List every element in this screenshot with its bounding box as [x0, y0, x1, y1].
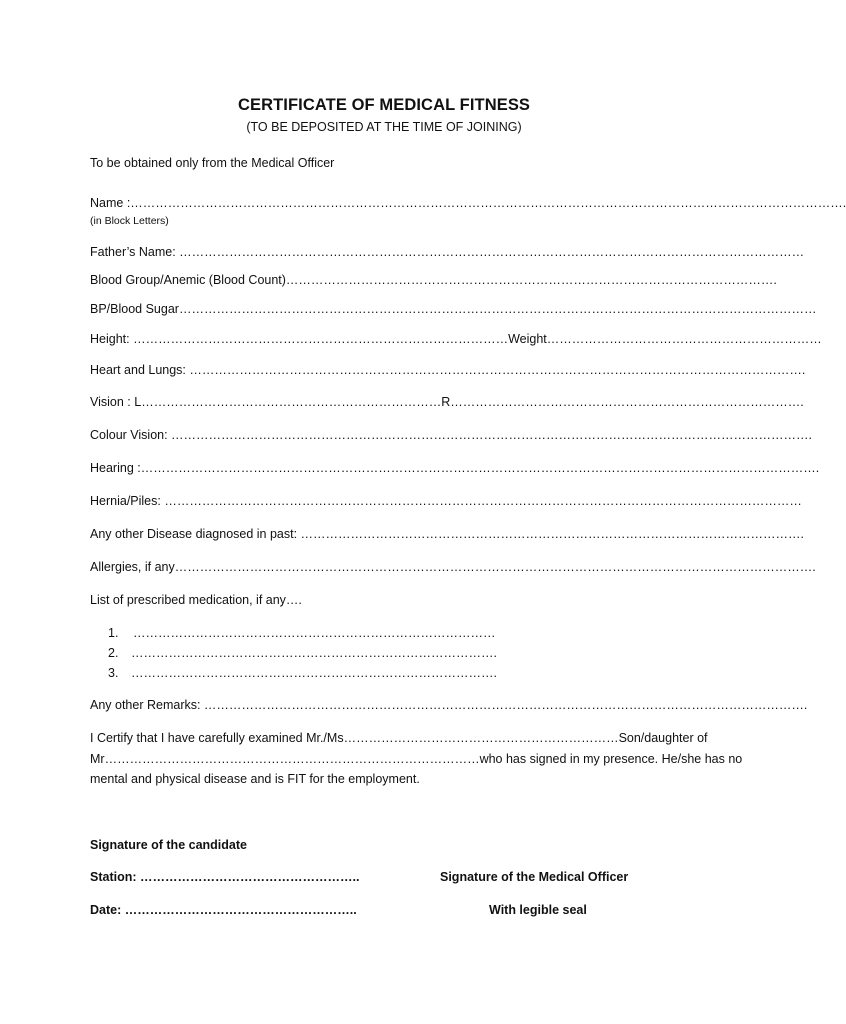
name-field: Name :……………………………………………………………………………………………………………………………………………………….: [90, 196, 846, 210]
page-title: CERTIFICATE OF MEDICAL FITNESS: [237, 96, 531, 114]
hernia-piles-field: Hernia/Piles: ………………………………………………………………………………………………………………………………………: [90, 494, 802, 508]
heart-lungs-field: Heart and Lungs: ………………………………………………………………………………………………………………………………….: [90, 363, 806, 377]
station-field: Station: ……………………………………………..: [90, 870, 360, 884]
legible-seal-label: With legible seal: [489, 903, 587, 917]
date-field: Date: ………………………………………………..: [90, 903, 357, 917]
colour-vision-field: Colour Vision: ……………………………………………………………………………………………………………………………………….: [90, 428, 813, 442]
list-item-number: 3.: [108, 666, 119, 680]
height-weight-field: Height: ………………………………………………………………………………Weight…………………………………………………………: [90, 332, 822, 346]
remarks-field: Any other Remarks: ……………………………………………………………………………………………………………………………….: [90, 698, 808, 712]
allergies-field: Allergies, if any……………………………………………………………………………………………………………………………………….: [90, 560, 816, 574]
list-item-text: …………………………………………………………………………….: [131, 646, 497, 660]
blood-group-field: Blood Group/Anemic (Blood Count)……………………………………………………………………………………………………….: [90, 273, 777, 287]
other-disease-field: Any other Disease diagnosed in past: ………………………………………………………………………………………………………….: [90, 527, 805, 541]
medication-heading: List of prescribed medication, if any….: [90, 593, 302, 607]
medical-officer-signature-label: Signature of the Medical Officer: [440, 870, 629, 884]
name-note: (in Block Letters): [90, 215, 169, 227]
certify-line-1: I Certify that I have carefully examined Mr./Ms…………………………………………………………Son/daughter of: [90, 731, 708, 745]
page-subtitle: (TO BE DEPOSITED AT THE TIME OF JOINING): [246, 120, 522, 134]
certify-line-3: mental and physical disease and is FIT for the employment.: [90, 772, 420, 786]
vision-field: Vision : L………………………………………………………………R………………………………………………………………………….: [90, 395, 804, 409]
candidate-signature-label: Signature of the candidate: [90, 838, 247, 852]
hearing-field: Hearing :……………………………………………………………………………………………………………………………………………….: [90, 461, 820, 475]
intro-text: To be obtained only from the Medical Officer: [90, 156, 335, 170]
list-item-text: …………………………………………………………………………….: [131, 666, 497, 680]
bp-sugar-field: BP/Blood Sugar………………………………………………………………………………………………………………………………………: [90, 302, 817, 316]
list-item-number: 1.: [108, 626, 119, 640]
list-item-number: 2.: [108, 646, 119, 660]
father-name-field: Father’s Name: ……………………………………………………………………………………………………………………………………: [90, 245, 805, 259]
certify-line-2: Mr………………………………………………………………………………who has signed in my presence. He/she has no: [90, 752, 743, 766]
list-item-text: ……………………………………………………………………………: [133, 626, 496, 640]
